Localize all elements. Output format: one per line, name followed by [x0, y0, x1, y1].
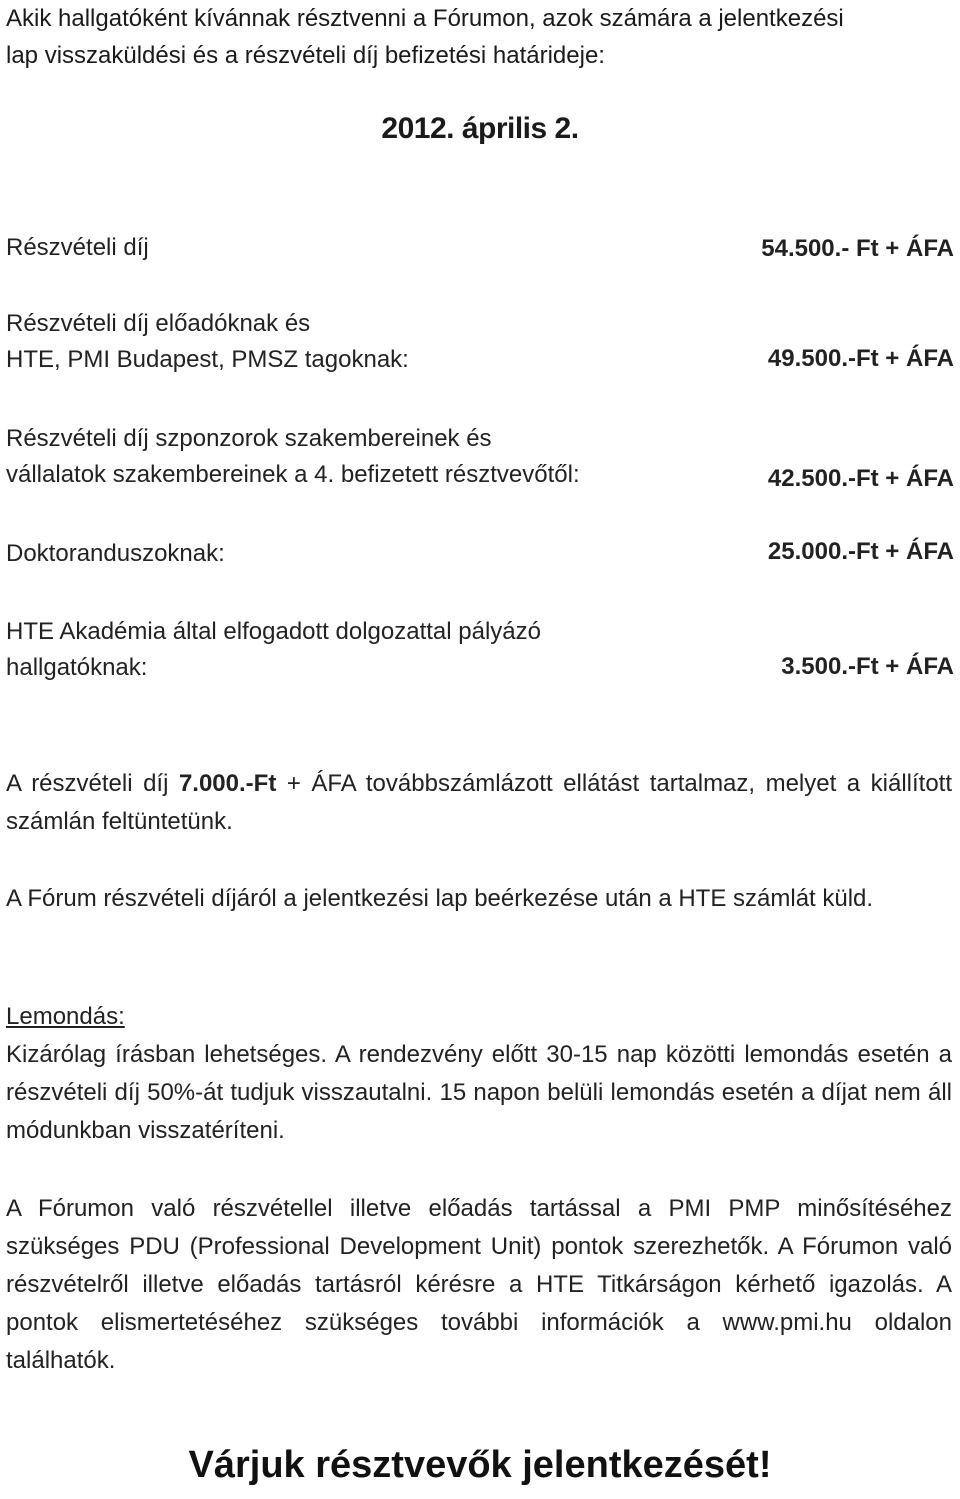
fee-label-academy-students: [6, 614, 541, 686]
fee-label-line: vállalatok szakembereinek a 4. befizetett résztvevőtől:: [6, 461, 580, 488]
pdu-note: A Fórumon való részvétellel illetve előadás tartással a PMI PMP minősítéséhez szükséges PDU (Professional Development Unit) pontok szerezhetők. A Fórumon való részvételről illetve előadás tartásról kérésre a HTE Titkárságon kérhető igazolás. A pontok elismertetéséhez szükséges további információk a www.pmi.hu oldalon találhatók.: [6, 1195, 952, 1374]
fee-label-line: Részvételi díj szponzorok szakembereinek és: [6, 425, 492, 452]
intro-line-1: Akik hallgatóként kívánnak résztvenni a Fórumon, azok számára a jelentkezési: [6, 5, 844, 32]
fee-label-sponsors: [6, 421, 580, 493]
closing-headline: Várjuk résztvevők jelentkezését!: [188, 1444, 772, 1486]
fee-label-line: Részvételi díj előadóknak és: [6, 310, 311, 337]
fee-amount-doctoral: 25.000.-Ft + ÁFA: [767, 538, 954, 565]
fee-label-line: hallgatóknak:: [6, 654, 148, 681]
catering-note-prefix: A részvételi díj: [6, 770, 179, 797]
catering-fee-amount: 7.000.-Ft: [178, 770, 277, 797]
fee-label-line: HTE Akadémia által elfogadott dolgozattal pályázó: [6, 618, 541, 645]
fee-label-standard: [6, 230, 149, 266]
fee-label-line: HTE, PMI Budapest, PMSZ tagoknak:: [6, 346, 409, 373]
invoice-note: A Fórum részvételi díjáról a jelentkezési lap beérkezése után a HTE számlát küld.: [6, 885, 874, 912]
fee-label-doctoral: [6, 536, 225, 572]
fee-label-speakers-members: [6, 306, 409, 378]
catering-note-suffix: + ÁFA továbbszámlázott ellátást tartalmaz, melyet a kiállított számlán feltüntetünk.: [6, 770, 953, 835]
intro-line-2: lap visszaküldési és a részvételi díj befizetési határideje:: [6, 42, 605, 69]
cancellation-text: Kizárólag írásban lehetséges. A rendezvény előtt 30-15 nap közötti lemondás esetén a részvételi díj 50%-át tudjuk visszautalni. 15 napon belüli lemondás esetén a díjat nem áll módunkban visszatéríteni.: [6, 1041, 952, 1144]
catering-note: [6, 765, 952, 841]
cancellation-heading: Lemondás:: [6, 1003, 125, 1030]
fee-amount-academy-students: 3.500.-Ft + ÁFA: [781, 653, 954, 680]
fee-amount-speakers-members: 49.500.-Ft + ÁFA: [767, 345, 954, 372]
deadline-date: 2012. április 2.: [381, 112, 579, 145]
fee-amount-sponsors: 42.500.-Ft + ÁFA: [767, 465, 954, 492]
fee-amount-standard: 54.500.- Ft + ÁFA: [761, 235, 954, 262]
fee-label-line: Részvételi díj: [6, 234, 149, 261]
intro-paragraph: [6, 0, 956, 74]
fee-label-line: Doktoranduszoknak:: [6, 540, 225, 567]
